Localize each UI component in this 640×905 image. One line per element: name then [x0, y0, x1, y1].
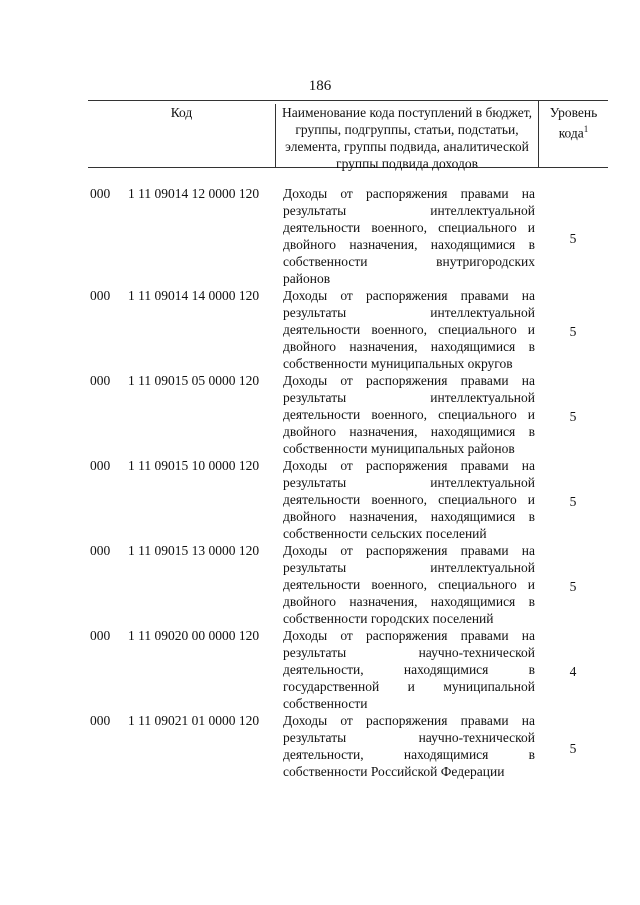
revenue-name-line: результаты интеллектуальной [283, 475, 535, 490]
table-header [88, 100, 608, 171]
table-row [88, 542, 608, 627]
revenue-code: 1 11 09014 12 0000 120 [128, 186, 260, 201]
revenue-name [283, 627, 535, 712]
revenue-name-line: деятельности, находящимися в [283, 662, 535, 677]
revenue-name-line: двойного назначения, находящимися в [283, 509, 535, 524]
code-level: 5 [569, 494, 577, 509]
revenue-name-line: собственности Российской Федерации [283, 764, 505, 779]
header-level [539, 101, 608, 167]
table-row [88, 287, 608, 372]
admin-code: 000 [90, 373, 111, 388]
revenue-name-line: собственности муниципальных округов [283, 356, 513, 371]
revenue-name-line: деятельности военного, специального и [283, 577, 535, 592]
revenue-name-line: результаты интеллектуальной [283, 390, 535, 405]
admin-code: 000 [90, 288, 111, 303]
revenue-name-line: собственности внутригородских [283, 254, 535, 269]
revenue-name-line: результаты научно-технической [283, 645, 535, 660]
revenue-name-line: двойного назначения, находящимися в [283, 594, 535, 609]
admin-code: 000 [90, 628, 111, 643]
revenue-name-line: Доходы от распоряжения правами на [283, 186, 535, 201]
table-row [88, 372, 608, 457]
revenue-name-line: собственности сельских поселений [283, 526, 487, 541]
revenue-name-line: Доходы от распоряжения правами на [283, 628, 535, 643]
revenue-code: 1 11 09015 10 0000 120 [128, 458, 260, 473]
revenue-name-line: двойного назначения, находящимися в [283, 424, 535, 439]
revenue-code: 1 11 09020 00 0000 120 [128, 628, 260, 643]
revenue-code: 1 11 09015 13 0000 120 [128, 543, 260, 558]
admin-code: 000 [90, 713, 111, 728]
revenue-name-line: районов [283, 271, 331, 286]
code-level: 5 [569, 409, 577, 424]
revenue-name [283, 287, 535, 372]
revenue-name-line: Доходы от распоряжения правами на [283, 458, 535, 473]
revenue-name [283, 457, 535, 542]
revenue-name-line: деятельности военного, специального и [283, 492, 535, 507]
revenue-code: 1 11 09015 05 0000 120 [128, 373, 260, 388]
revenue-name-line: результаты интеллектуальной [283, 305, 535, 320]
revenue-name [283, 185, 535, 287]
code-level: 5 [569, 741, 577, 756]
revenue-name-line: деятельности, находящимися в [283, 747, 535, 762]
table-row [88, 185, 608, 287]
table-row [88, 457, 608, 542]
revenue-name-line: собственности городских поселений [283, 611, 494, 626]
revenue-name-line: результаты научно-технической [283, 730, 535, 745]
revenue-name-line: деятельности военного, специального и [283, 322, 535, 337]
code-level: 4 [569, 664, 577, 679]
revenue-name-line: деятельности военного, специального и [283, 220, 535, 235]
revenue-name-line: двойного назначения, находящимися в [283, 237, 535, 252]
revenue-name [283, 712, 535, 780]
revenue-name [283, 372, 535, 457]
revenue-name-line: Доходы от распоряжения правами на [283, 288, 535, 303]
code-level: 5 [569, 324, 577, 339]
admin-code: 000 [90, 186, 111, 201]
revenue-code: 1 11 09014 14 0000 120 [128, 288, 260, 303]
revenue-name [283, 542, 535, 627]
revenue-name-line: Доходы от распоряжения правами на [283, 543, 535, 558]
revenue-name-line: Доходы от распоряжения правами на [283, 713, 535, 728]
revenue-name-line: двойного назначения, находящимися в [283, 339, 535, 354]
revenue-name-line: деятельности военного, специального и [283, 407, 535, 422]
code-level: 5 [569, 231, 577, 246]
table-body [88, 185, 608, 780]
table-row [88, 712, 608, 780]
table-row [88, 627, 608, 712]
header-level-footnote: 1 [583, 124, 589, 134]
header-code: Код [88, 104, 276, 167]
revenue-name-line: Доходы от распоряжения правами на [283, 373, 535, 388]
code-level: 5 [569, 579, 577, 594]
header-level-label: Уровень кода [549, 105, 598, 141]
revenue-name-line: результаты интеллектуальной [283, 203, 535, 218]
revenue-name-line: государственной и муниципальной [283, 679, 535, 694]
admin-code: 000 [90, 543, 111, 558]
page-number: 186 [308, 78, 332, 94]
revenue-name-line: результаты интеллектуальной [283, 560, 535, 575]
revenue-code: 1 11 09021 01 0000 120 [128, 713, 260, 728]
revenue-name-line: собственности [283, 696, 368, 711]
admin-code: 000 [90, 458, 111, 473]
header-name: Наименование кода поступлений в бюджет, группы, подгруппы, статьи, подстатьи, элемента, группы подвида, аналитической группы подвида доходов [276, 101, 539, 167]
revenue-name-line: собственности муниципальных районов [283, 441, 515, 456]
